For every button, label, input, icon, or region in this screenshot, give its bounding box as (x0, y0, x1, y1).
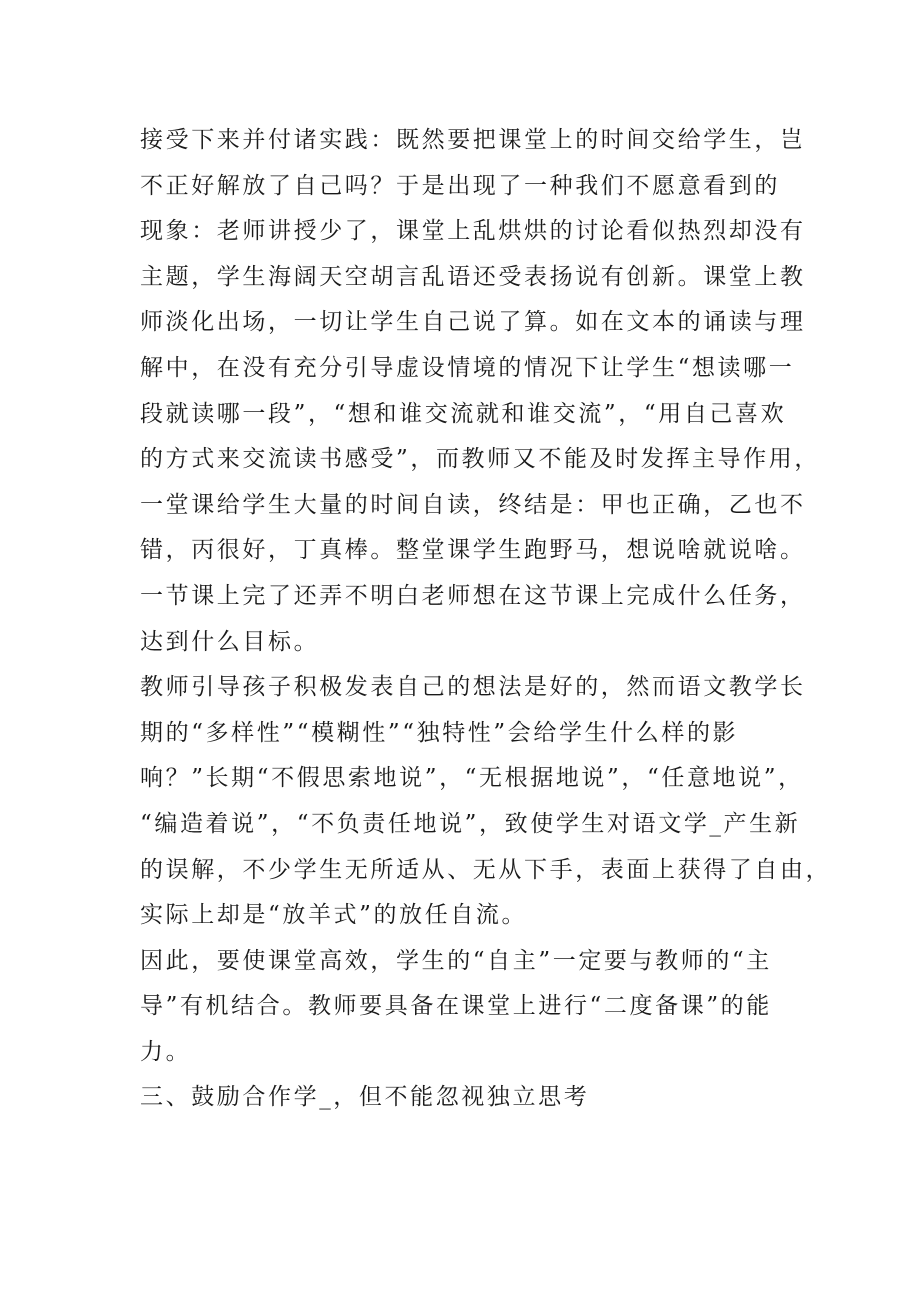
text-line: 段就读哪一段”，“想和谁交流就和谁交流”，“用自己喜欢 (140, 400, 787, 427)
section-heading: 三、鼓励合作学_，但不能忽视独立思考 (140, 1084, 590, 1111)
text-line: 解中，在没有充分引导虚设情境的情况下让学生“想读哪一 (140, 354, 795, 381)
paragraph-1 (140, 118, 820, 665)
text-line: 一堂课给学生大量的时间自读，终结是：甲也正确，乙也不 (140, 491, 806, 518)
text-line: 不正好解放了自己吗？于是出现了一种我们不愿意看到的 (140, 172, 780, 199)
text-line: 力。 (140, 1038, 192, 1065)
text-line: 教师引导孩子积极发表自己的想法是好的，然而语文教学长 (140, 674, 806, 701)
text-line: 达到什么目标。 (140, 628, 320, 655)
text-line: 因此，要使课堂高效，学生的“自主”一定要与教师的“主 (140, 947, 772, 974)
text-line: 一节课上完了还弄不明白老师想在这节课上完成什么任务， (140, 582, 806, 609)
paragraph-2 (140, 665, 832, 939)
text-line: 导”有机结合。教师要具备在课堂上进行“二度备课”的能 (140, 993, 772, 1020)
text-line: “编造着说”，“不负责任地说”，致使学生对语文学_产生新 (140, 810, 801, 837)
text-line: 接受下来并付诸实践：既然要把课堂上的时间交给学生，岂 (140, 127, 806, 153)
text-line: 实际上却是“放羊式”的放任自流。 (140, 902, 528, 929)
text-line: 师淡化出场，一切让学生自己说了算。如在文本的诵读与理 (140, 309, 806, 336)
document-body (140, 118, 832, 1121)
text-line: 主题，学生海阔天空胡言乱语还受表扬说有创新。课堂上教 (140, 263, 806, 290)
text-line: 的方式来交流读书感受”，而教师又不能及时发挥主导作用， (140, 446, 820, 473)
text-line: 期的“多样性”“模糊性”“独特性”会给学生什么样的影 (140, 719, 739, 746)
text-line: 响？”长期“不假思索地说”，“无根据地说”，“任意地说”， (140, 765, 804, 792)
text-line: 的误解，不少学生无所适从、无从下手，表面上获得了自由， (140, 856, 832, 883)
paragraph-3 (140, 939, 820, 1076)
text-line: 错，丙很好，丁真棒。整堂课学生跑野马，想说啥就说啥。 (140, 537, 806, 564)
text-line: 现象：老师讲授少了，课堂上乱烘烘的讨论看似热烈却没有 (140, 218, 806, 245)
